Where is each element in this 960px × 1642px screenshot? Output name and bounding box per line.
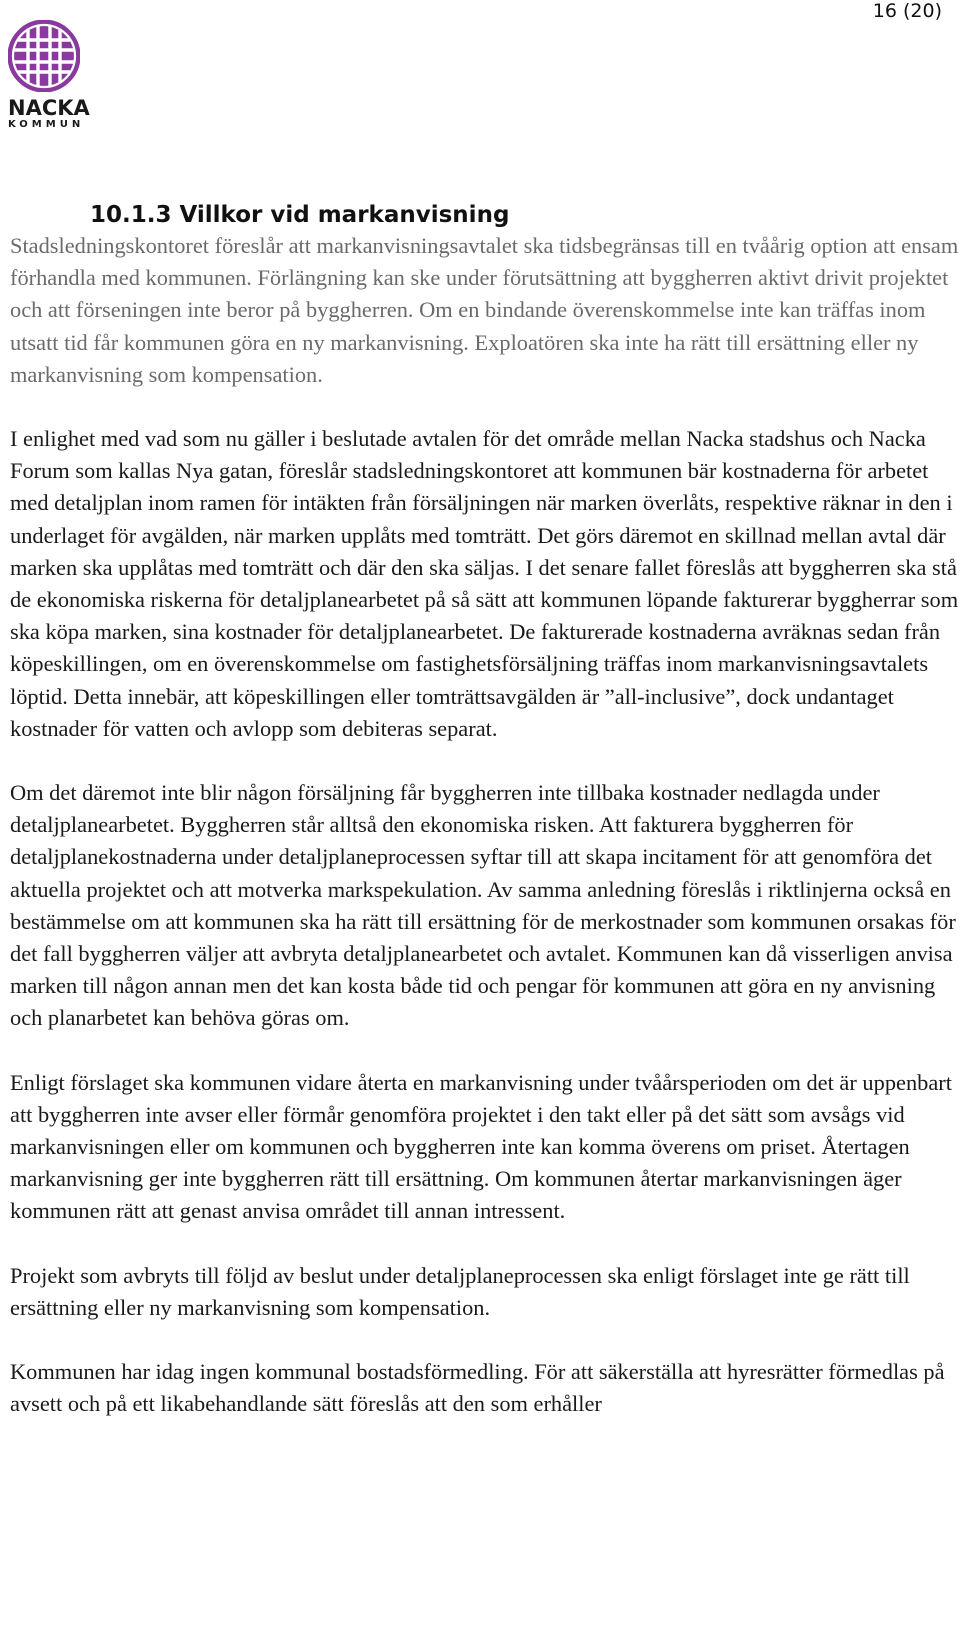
section-heading: 10.1.3 Villkor vid markanvisning — [90, 202, 510, 228]
body-paragraph-1: I enlighet med vad som nu gäller i beslutade avtalen för det område mellan Nacka stadshus och Nacka Forum som kallas Nya gatan, föreslår stadsledningskontoret att kommunen bär kostnaderna för arbetet med detaljplan inom ramen för intäkten från försäljningen när marken överlåts, respektive räknar in den i underlaget för avgälden, när marken upplåts med tomträtt. Det görs däremot en skillnad mellan avtal där marken ska upplåtas med tomträtt och där den ska säljas. I det senare fallet föreslås att byggherren ska stå de ekonomiska riskerna för detaljplanearbetet på så sätt att kommunen löpande fakturerar byggherrar som ska köpa marken, sina kostnader för detaljplanearbetet. De fakturerade kostnaderna avräknas sedan från köpeskillingen, om en överenskommelse om fastighetsförsäljning träffas inom markanvisningsavtalets löptid. Detta innebär, att köpeskillingen eller tomträttsavgälden är ”all-inclusive”, dock undantaget kostnader för vatten och avlopp som debiteras separat. — [10, 426, 959, 741]
body-paragraph-4: Projekt som avbryts till följd av beslut under detaljplaneprocessen ska enligt förslaget inte ge rätt till ersättning eller ny markanvisning som kompensation. — [10, 1262, 910, 1320]
body-paragraph-2: Om det däremot inte blir någon försäljning får byggherren inte tillbaka kostnader nedlagda under detaljplanearbetet. Byggherren står alltså den ekonomiska risken. Att fakturera byggherren för detaljplanekostnaderna under detaljplaneprocessen syftar till att skapa incitament för att genomföra det aktuella projektet och att motverka markspekulation. Av samma anledning föreslås i riktlinjerna också en bestämmelse om att kommunen ska ha rätt till ersättning för de merkostnader som kommunen orsakas för det fall byggherren väljer att avbryta detaljplanearbetet och avtalet. Kommunen kan då visserligen anvisa marken till någon annan men det kan kosta både tid och pengar för kommunen att göra en ny anvisning och planarbetet kan behöva göras om. — [10, 780, 956, 1031]
page-number: 16 (20) — [872, 0, 942, 22]
section-intro-paragraph: Stadsledningskontoret föreslår att markanvisningsavtalet ska tidsbegränsas till en tvåårig option att ensam förhandla med kommunen. Förlängning kan ske under förutsättning att byggherren aktivt drivit projektet och att förseningen inte beror på byggherren. Om en bindande överenskommelse inte kan träffas inom utsatt tid får kommunen göra en ny markanvisning. Exploatören ska inte ha rätt till ersättning eller ny markanvisning som kompensation. — [10, 233, 959, 387]
logo-name: NACKA — [8, 96, 90, 120]
document-body — [10, 200, 960, 1421]
body-paragraph-3: Enligt förslaget ska kommunen vidare återta en markanvisning under tvåårsperioden om det är uppenbart att byggherren inte avser eller förmår genomföra projektet i den takt eller på det sätt som avsågs vid markanvisningen eller om kommunen och byggherren inte kan komma överens om priset. Återtagen markanvisning ger inte byggherren rätt till ersättning. Om kommunen återtar markanvisningen äger kommunen rätt att genast anvisa området till annan intressent. — [10, 1069, 952, 1224]
nacka-kommun-logo — [8, 20, 88, 130]
logo-emblem-icon — [8, 20, 80, 92]
body-paragraph-5: Kommunen har idag ingen kommunal bostadsförmedling. För att säkerställa att hyresrätter förmedlas på avsett och på ett likabehandlande sätt föreslås att den som erhåller — [10, 1359, 945, 1417]
logo-subtitle: KOMMUN — [8, 119, 85, 130]
